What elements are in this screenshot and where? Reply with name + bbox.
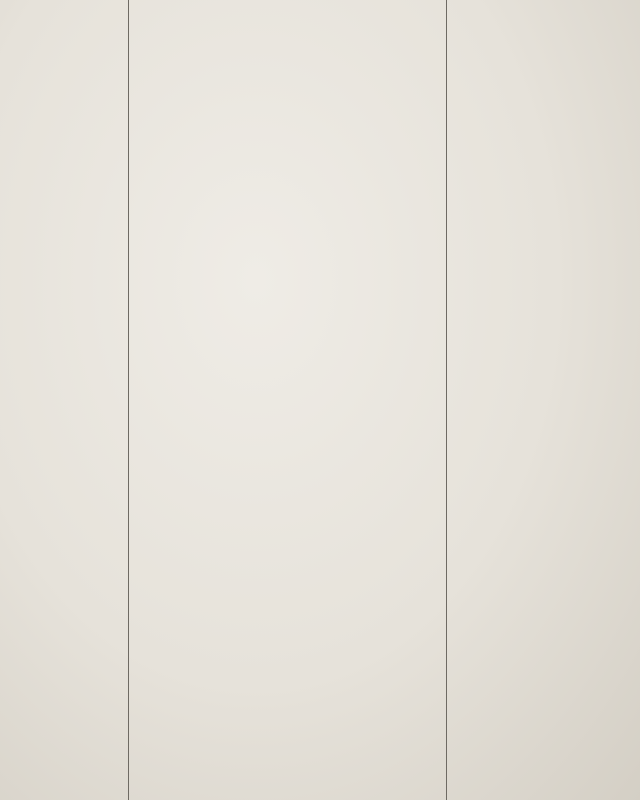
column-rule-right: [446, 0, 447, 800]
column-rule-left: [128, 0, 129, 800]
